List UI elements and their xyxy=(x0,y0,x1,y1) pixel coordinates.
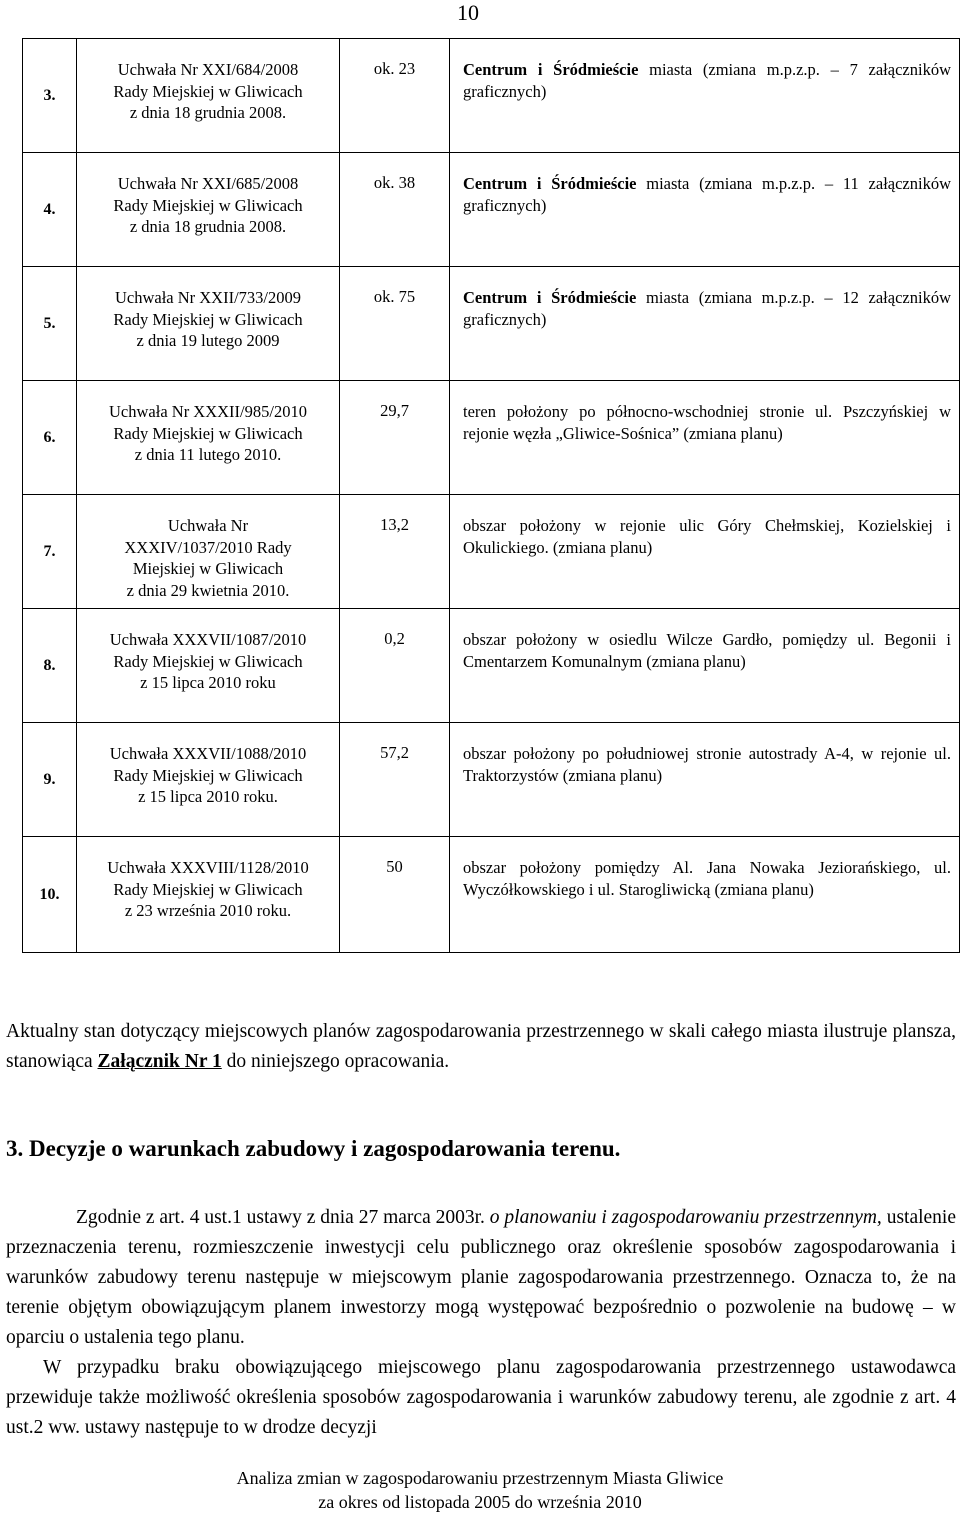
resolution-line: z dnia 18 grudnia 2008. xyxy=(129,217,287,236)
page-number: 10 xyxy=(457,0,479,25)
resolution-cell xyxy=(77,267,340,381)
resolution-line: Miejskiej w Gliwicach xyxy=(132,559,284,578)
table-row xyxy=(23,267,960,381)
description-cell xyxy=(450,837,960,953)
table-row xyxy=(23,495,960,609)
description-text: miasta (zmiana m.p.z.p. – 11 załączników graficznych) xyxy=(463,174,951,215)
resolution-line: z dnia 29 kwietnia 2010. xyxy=(126,580,290,600)
description-cell xyxy=(450,381,960,495)
row-number: 6. xyxy=(23,381,77,495)
footer-line-2: za okres od listopada 2005 do września 2010 xyxy=(318,1492,642,1512)
resolution-line: Rady Miejskiej w Gliwicach xyxy=(113,195,303,215)
resolution-line: z dnia 18 grudnia 2008. xyxy=(129,103,287,122)
resolution-cell xyxy=(77,723,340,837)
description-text: miasta (zmiana m.p.z.p. – 12 załączników graficznych) xyxy=(463,288,951,329)
area-cell: 57,2 xyxy=(340,723,450,837)
p1-rest: ustalenie przeznaczenia terenu, rozmieszczenie inwestycji celu publicznego oraz określenie sposobów zagospodarowania i warunków zabudowy terenu następuje w miejscowym planie zagospodarowania przestrzennego. Oznacza to, że na terenie objętym obowiązującym planem inwestorzy mogą występować bezpośrednio o pozwolenie na budowę – w oparciu o ustalenia tego planu. xyxy=(6,1207,956,1348)
p1-start: Zgodnie z art. 4 ust.1 ustawy z dnia 27 marca 2003r. xyxy=(76,1207,490,1228)
area-cell: ok. 38 xyxy=(340,153,450,267)
p2: W przypadku braku obowiązującego miejscowego planu zagospodarowania przestrzennego ustawodawca przewiduje także możliwość określenia sposobów zagospodarowania i warunków zabudowy terenu, ale zgodnie z art. 4 ust.2 ww. ustawy następuje to w drodze decyzji xyxy=(6,1357,956,1438)
description-cell xyxy=(450,609,960,723)
table-row xyxy=(23,381,960,495)
resolution-line: Uchwała XXXVIII/1128/2010 xyxy=(107,858,309,877)
table-row xyxy=(23,153,960,267)
area-cell: 13,2 xyxy=(340,495,450,609)
para-loc-before: Aktualny stan dotyczący miejscowych planów zagospodarowania przestrzennego w skali całego miasta ilustruje plansza, stanowiąca xyxy=(6,1021,956,1072)
resolution-line: Rady Miejskiej w Gliwicach xyxy=(113,81,303,101)
resolution-line: Rady Miejskiej w Gliwicach xyxy=(113,651,303,671)
resolution-line: z 23 września 2010 roku. xyxy=(124,901,292,920)
resolution-line: Rady Miejskiej w Gliwicach xyxy=(113,309,303,329)
resolution-line: z dnia 11 lutego 2010. xyxy=(134,445,282,464)
table-row xyxy=(23,723,960,837)
row-number: 10. xyxy=(23,837,77,953)
resolution-cell xyxy=(77,609,340,723)
resolution-cell xyxy=(77,837,340,953)
description-bold: Centrum i Śródmieście xyxy=(463,288,637,307)
section-heading: 3. Decyzje o warunkach zabudowy i zagospodarowania terenu. xyxy=(6,1136,621,1161)
description-text: miasta (zmiana m.p.z.p. – 7 załączników graficznych) xyxy=(463,60,951,101)
resolution-line: Uchwała Nr XXXII/985/2010 xyxy=(109,402,307,421)
table-row xyxy=(23,39,960,153)
resolution-line: Rady Miejskiej w Gliwicach xyxy=(113,765,303,785)
row-number: 4. xyxy=(23,153,77,267)
description-text: obszar położony w osiedlu Wilcze Gardło, pomiędzy ul. Begonii i Cmentarzem Komunalnym (zmiana planu) xyxy=(463,630,951,671)
resolution-line: Uchwała XXXVII/1087/2010 xyxy=(109,630,307,649)
paragraph-decisions xyxy=(6,1203,956,1443)
act-title: o planowaniu i zagospodarowaniu przestrzennym, xyxy=(489,1207,882,1228)
resolution-line: Uchwała Nr XXII/733/2009 xyxy=(114,288,302,307)
resolution-line: Uchwała Nr XXI/685/2008 xyxy=(117,174,299,193)
resolution-line: Rady Miejskiej w Gliwicach xyxy=(113,423,303,443)
row-number: 5. xyxy=(23,267,77,381)
description-text: obszar położony pomiędzy Al. Jana Nowaka Jeziorańskiego, ul. Wyczółkowskiego i ul. Starogliwicką (zmiana planu) xyxy=(463,858,951,899)
plans-table xyxy=(22,38,960,953)
paragraph-plans-status xyxy=(6,1017,956,1077)
row-number: 8. xyxy=(23,609,77,723)
resolution-cell xyxy=(77,381,340,495)
table-row xyxy=(23,609,960,723)
resolution-line: Uchwała Nr XXI/684/2008 xyxy=(117,60,299,79)
resolution-line: Rady Miejskiej w Gliwicach xyxy=(113,879,303,899)
description-cell xyxy=(450,267,960,381)
table-row xyxy=(23,837,960,953)
row-number: 3. xyxy=(23,39,77,153)
page-footer xyxy=(0,1466,960,1514)
resolution-cell xyxy=(77,153,340,267)
area-cell: 0,2 xyxy=(340,609,450,723)
description-text: obszar położony po południowej stronie autostrady A-4, w rejonie ul. Traktorzystów (zmiana planu) xyxy=(463,744,951,785)
description-cell xyxy=(450,723,960,837)
para-loc-after: do niniejszego opracowania. xyxy=(221,1051,450,1072)
resolution-line: Uchwała Nr xyxy=(167,516,249,535)
description-cell xyxy=(450,153,960,267)
area-cell: ok. 75 xyxy=(340,267,450,381)
resolution-line: z 15 lipca 2010 roku xyxy=(140,673,276,692)
resolution-cell xyxy=(77,495,340,609)
description-text: teren położony po północno-wschodniej stronie ul. Pszczyńskiej w rejonie węzła „Gliwice-Sośnica” (zmiana planu) xyxy=(463,402,951,443)
description-bold: Centrum i Śródmieście xyxy=(463,174,637,193)
description-cell xyxy=(450,495,960,609)
resolution-line: XXXIV/1037/2010 Rady xyxy=(124,537,292,557)
row-number: 9. xyxy=(23,723,77,837)
resolution-line: z dnia 19 lutego 2009 xyxy=(136,331,280,350)
footer-line-1: Analiza zmian w zagospodarowaniu przestrzennym Miasta Gliwice xyxy=(236,1468,724,1488)
resolution-cell xyxy=(77,39,340,153)
description-text: obszar położony w rejonie ulic Góry Chełmskiej, Kozielskiej i Okulickiego. (zmiana planu) xyxy=(463,516,951,557)
resolution-line: z 15 lipca 2010 roku. xyxy=(138,787,278,806)
description-bold: Centrum i Śródmieście xyxy=(463,60,639,79)
area-cell: ok. 23 xyxy=(340,39,450,153)
row-number: 7. xyxy=(23,495,77,609)
area-cell: 29,7 xyxy=(340,381,450,495)
resolution-line: Uchwała XXXVII/1088/2010 xyxy=(109,744,307,763)
attachment-link[interactable]: Załącznik Nr 1 xyxy=(97,1051,222,1072)
area-cell: 50 xyxy=(340,837,450,953)
description-cell xyxy=(450,39,960,153)
